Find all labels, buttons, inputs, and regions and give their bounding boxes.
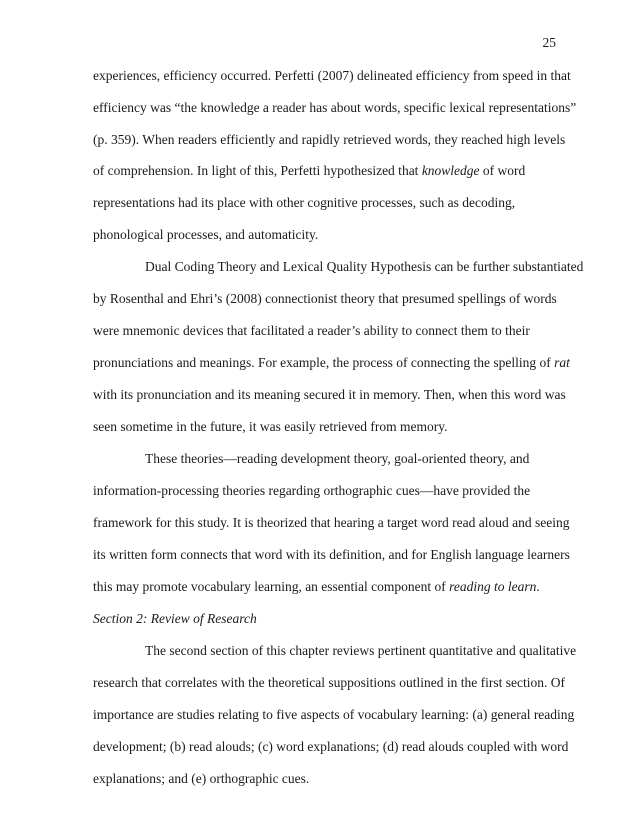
body-line: [93, 547, 570, 563]
body-line: [93, 483, 530, 499]
body-line: [93, 355, 570, 371]
text-segment: of word: [479, 163, 526, 178]
italic-text: rat: [554, 355, 570, 370]
page-number: 25: [542, 35, 556, 50]
paragraph-first-line: [145, 259, 583, 275]
text-segment: phonological processes, and automaticity.: [93, 227, 319, 242]
text-segment: its written form connects that word with its definition, and for English language learners: [93, 547, 570, 562]
text-segment: explanations; and (e) orthographic cues.: [93, 771, 310, 786]
text-segment: seen sometime in the future, it was easily retrieved from memory.: [93, 419, 448, 434]
text-segment: of comprehension. In light of this, Perfetti hypothesized that: [93, 163, 422, 178]
body-line: [93, 100, 576, 116]
text-segment: These theories—reading development theory, goal-oriented theory, and: [145, 451, 530, 466]
body-line: [93, 387, 566, 403]
text-segment: representations had its place with other cognitive processes, such as decoding,: [93, 195, 516, 210]
section-heading: [93, 611, 257, 627]
text-segment: framework for this study. It is theorized that hearing a target word read aloud and seeing: [93, 515, 570, 530]
italic-text: reading to learn: [449, 579, 537, 594]
body-line: [93, 195, 515, 211]
body-line: [93, 291, 557, 307]
italic-text: Section 2: Review of Research: [93, 611, 257, 626]
italic-text: knowledge: [421, 163, 480, 178]
text-segment: by Rosenthal and Ehri’s (2008) connectionist theory that presumed spellings of words: [93, 291, 557, 306]
body-line: [93, 771, 309, 787]
body-line: [93, 707, 574, 723]
body-line: [93, 515, 569, 531]
text-segment: .: [536, 579, 540, 594]
text-segment: information-processing theories regarding orthographic cues—have provided the: [93, 483, 531, 498]
body-line: [93, 227, 318, 243]
text-segment: research that correlates with the theoretical suppositions outlined in the first section. Of: [93, 675, 565, 690]
text-segment: were mnemonic devices that facilitated a reader’s ability to connect them to their: [93, 323, 530, 338]
text-segment: development; (b) read alouds; (c) word explanations; (d) read alouds coupled with word: [93, 739, 569, 754]
paragraph-first-line: [145, 451, 529, 467]
body-line: [93, 323, 530, 339]
body-line: [93, 132, 565, 148]
text-segment: experiences, efficiency occurred. Perfetti (2007) delineated efficiency from speed in that: [93, 68, 571, 83]
text-segment: efficiency was “the knowledge a reader has about words, specific lexical representations”: [93, 100, 577, 115]
body-line: [93, 675, 565, 691]
text-segment: The second section of this chapter reviews pertinent quantitative and qualitative: [145, 643, 577, 658]
text-segment: this may promote vocabulary learning, an essential component of: [93, 579, 450, 594]
text-segment: Dual Coding Theory and Lexical Quality Hypothesis can be further substantiated: [145, 259, 584, 274]
text-segment: importance are studies relating to five aspects of vocabulary learning: (a) general reading: [93, 707, 575, 722]
text-segment: with its pronunciation and its meaning secured it in memory. Then, when this word was: [93, 387, 566, 402]
paragraph-first-line: [145, 643, 576, 659]
text-segment: pronunciations and meanings. For example, the process of connecting the spelling of: [93, 355, 555, 370]
body-line: [93, 163, 525, 179]
body-line: [93, 579, 540, 595]
body-line: [93, 419, 448, 435]
body-line: [93, 68, 571, 84]
text-segment: (p. 359). When readers efficiently and rapidly retrieved words, they reached high levels: [93, 132, 566, 147]
body-line: [93, 739, 568, 755]
